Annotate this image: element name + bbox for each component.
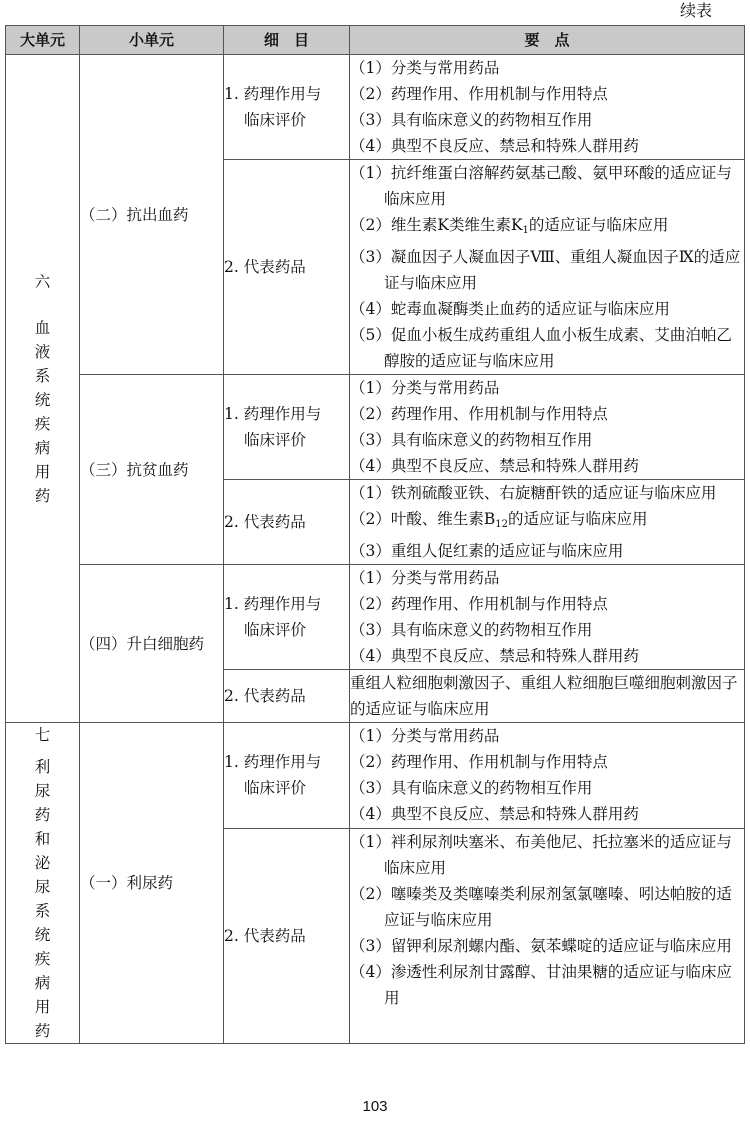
point-item: （3）重组人促红素的适应证与临床应用 bbox=[350, 542, 624, 560]
detail-representative: 2. 代表药品 bbox=[224, 480, 350, 565]
point-item: （2）维生素K类维生素$K_1$的适应证与临床应用 bbox=[350, 216, 669, 236]
point-item: （5）促血小板生成药重组人血小板生成素、艾曲泊帕乙醇胺的适应证与临床应用 bbox=[350, 326, 732, 370]
big-unit-title-char: 利 bbox=[34, 758, 51, 776]
table-row bbox=[6, 55, 745, 160]
big-unit-title-char: 和 bbox=[34, 830, 51, 848]
table-row bbox=[6, 375, 745, 480]
point-item: （1）分类与常用药品 bbox=[350, 59, 500, 77]
detail-line: 临床评价 bbox=[244, 431, 307, 449]
point-item: （2）药理作用、作用机制与作用特点 bbox=[350, 595, 608, 613]
detail-line: 1. 药理作用与 bbox=[224, 595, 322, 613]
detail-line: 1. 药理作用与 bbox=[224, 405, 322, 423]
point-item: （2）叶酸、维生素$B_{12}$的适应证与临床应用 bbox=[350, 510, 648, 530]
points-cell bbox=[350, 828, 745, 1043]
big-unit-title-char: 系 bbox=[34, 366, 51, 385]
big-unit-title-char: 尿 bbox=[34, 878, 51, 896]
detail-pharmacology bbox=[224, 723, 350, 829]
point-item: （3）具有临床意义的药物相互作用 bbox=[350, 431, 593, 449]
points-cell bbox=[350, 480, 745, 565]
big-unit-seven bbox=[6, 723, 80, 1044]
big-unit-number: 七 bbox=[34, 726, 51, 744]
point-item: （4）渗透性利尿剂甘露醇、甘油果糖的适应证与临床应用 bbox=[350, 962, 732, 1007]
point-item: （2）噻嗪类及类噻嗪类利尿剂氢氯噻嗪、吲达帕胺的适应证与临床应用 bbox=[350, 884, 732, 929]
header-points: 要 点 bbox=[350, 26, 745, 55]
big-unit-number: 六 bbox=[34, 272, 51, 291]
big-unit-title-char: 用 bbox=[34, 462, 51, 481]
points-cell bbox=[350, 375, 745, 480]
point-item: （3）具有临床意义的药物相互作用 bbox=[350, 111, 593, 129]
points-cell bbox=[350, 565, 745, 670]
point-item: （3）留钾利尿剂螺内酯、氨苯蝶啶的适应证与临床应用 bbox=[350, 936, 732, 955]
point-item: （1）分类与常用药品 bbox=[350, 569, 500, 587]
detail-line: 1. 药理作用与 bbox=[224, 85, 322, 103]
table-row bbox=[6, 723, 745, 829]
point-item: 重组人粒细胞刺激因子、重组人粒细胞巨噬细胞刺激因子的适应证与临床应用 bbox=[350, 674, 738, 718]
points-cell bbox=[350, 160, 745, 375]
big-unit-title-char: 药 bbox=[34, 486, 51, 505]
syllabus-table bbox=[5, 25, 745, 1044]
point-item: （2）药理作用、作用机制与作用特点 bbox=[350, 405, 608, 423]
detail-representative: 2. 代表药品 bbox=[224, 670, 350, 723]
point-item: （4）蛇毒血凝酶类止血药的适应证与临床应用 bbox=[350, 300, 670, 318]
point-item: （1）分类与常用药品 bbox=[350, 727, 500, 745]
big-unit-title-char: 疾 bbox=[34, 950, 51, 968]
detail-pharmacology bbox=[224, 55, 350, 160]
detail-line: 临床评价 bbox=[244, 621, 307, 639]
detail-representative: 2. 代表药品 bbox=[224, 160, 350, 375]
sub-unit-diuretic: （一）利尿药 bbox=[80, 723, 224, 1044]
detail-representative: 2. 代表药品 bbox=[224, 828, 350, 1043]
big-unit-title-char: 血 bbox=[34, 318, 51, 337]
header-sub-unit: 小单元 bbox=[80, 26, 224, 55]
big-unit-title-char: 药 bbox=[34, 806, 51, 824]
sub-unit-hemostatic: （二）抗出血药 bbox=[80, 55, 224, 375]
big-unit-title-char: 系 bbox=[34, 902, 51, 920]
big-unit-title-char: 用 bbox=[34, 998, 51, 1016]
big-unit-title-char: 统 bbox=[34, 390, 51, 409]
big-unit-six bbox=[6, 55, 80, 723]
point-item: （2）药理作用、作用机制与作用特点 bbox=[350, 753, 608, 771]
header-big-unit: 大单元 bbox=[6, 26, 80, 55]
point-item: （4）典型不良反应、禁忌和特殊人群用药 bbox=[350, 137, 639, 155]
points-cell bbox=[350, 723, 745, 829]
detail-pharmacology bbox=[224, 375, 350, 480]
detail-line: 临床评价 bbox=[244, 111, 307, 129]
point-item: （1）抗纤维蛋白溶解药氨基己酸、氨甲环酸的适应证与临床应用 bbox=[350, 164, 732, 208]
point-item: （3）具有临床意义的药物相互作用 bbox=[350, 779, 593, 797]
big-unit-title-char: 病 bbox=[34, 974, 51, 992]
header-row bbox=[6, 26, 745, 55]
points-cell bbox=[350, 670, 745, 723]
big-unit-title-char: 药 bbox=[34, 1022, 51, 1040]
detail-pharmacology bbox=[224, 565, 350, 670]
sub-unit-leukocyte: （四）升白细胞药 bbox=[80, 565, 224, 723]
point-item: （3）具有临床意义的药物相互作用 bbox=[350, 621, 593, 639]
big-unit-title-char: 尿 bbox=[34, 782, 51, 800]
point-item: （1）铁剂硫酸亚铁、右旋糖酐铁的适应证与临床应用 bbox=[350, 484, 717, 502]
point-item: （1）分类与常用药品 bbox=[350, 379, 500, 397]
detail-line: 临床评价 bbox=[244, 779, 307, 798]
point-item: （4）典型不良反应、禁忌和特殊人群用药 bbox=[350, 457, 639, 475]
big-unit-title-char: 液 bbox=[34, 342, 51, 361]
point-item: （1）袢利尿剂呋塞米、布美他尼、托拉塞米的适应证与临床应用 bbox=[350, 832, 732, 877]
point-item: （4）典型不良反应、禁忌和特殊人群用药 bbox=[350, 805, 639, 823]
sub-unit-antianemia: （三）抗贫血药 bbox=[80, 375, 224, 565]
big-unit-title-char: 疾 bbox=[34, 414, 51, 433]
table-row bbox=[6, 565, 745, 670]
big-unit-title-char: 病 bbox=[34, 438, 51, 457]
point-item: （2）药理作用、作用机制与作用特点 bbox=[350, 85, 608, 103]
detail-line: 1. 药理作用与 bbox=[224, 753, 322, 772]
header-detail: 细 目 bbox=[224, 26, 350, 55]
big-unit-title-char: 泌 bbox=[34, 854, 51, 872]
point-item: （4）典型不良反应、禁忌和特殊人群用药 bbox=[350, 647, 639, 665]
continued-label: 续表 bbox=[679, 1, 712, 20]
page-number: 103 bbox=[362, 1098, 388, 1115]
points-cell bbox=[350, 55, 745, 160]
big-unit-title-char: 统 bbox=[34, 926, 51, 944]
point-item: （3）凝血因子人凝血因子Ⅷ、重组人凝血因子Ⅸ的适应证与临床应用 bbox=[350, 248, 741, 292]
